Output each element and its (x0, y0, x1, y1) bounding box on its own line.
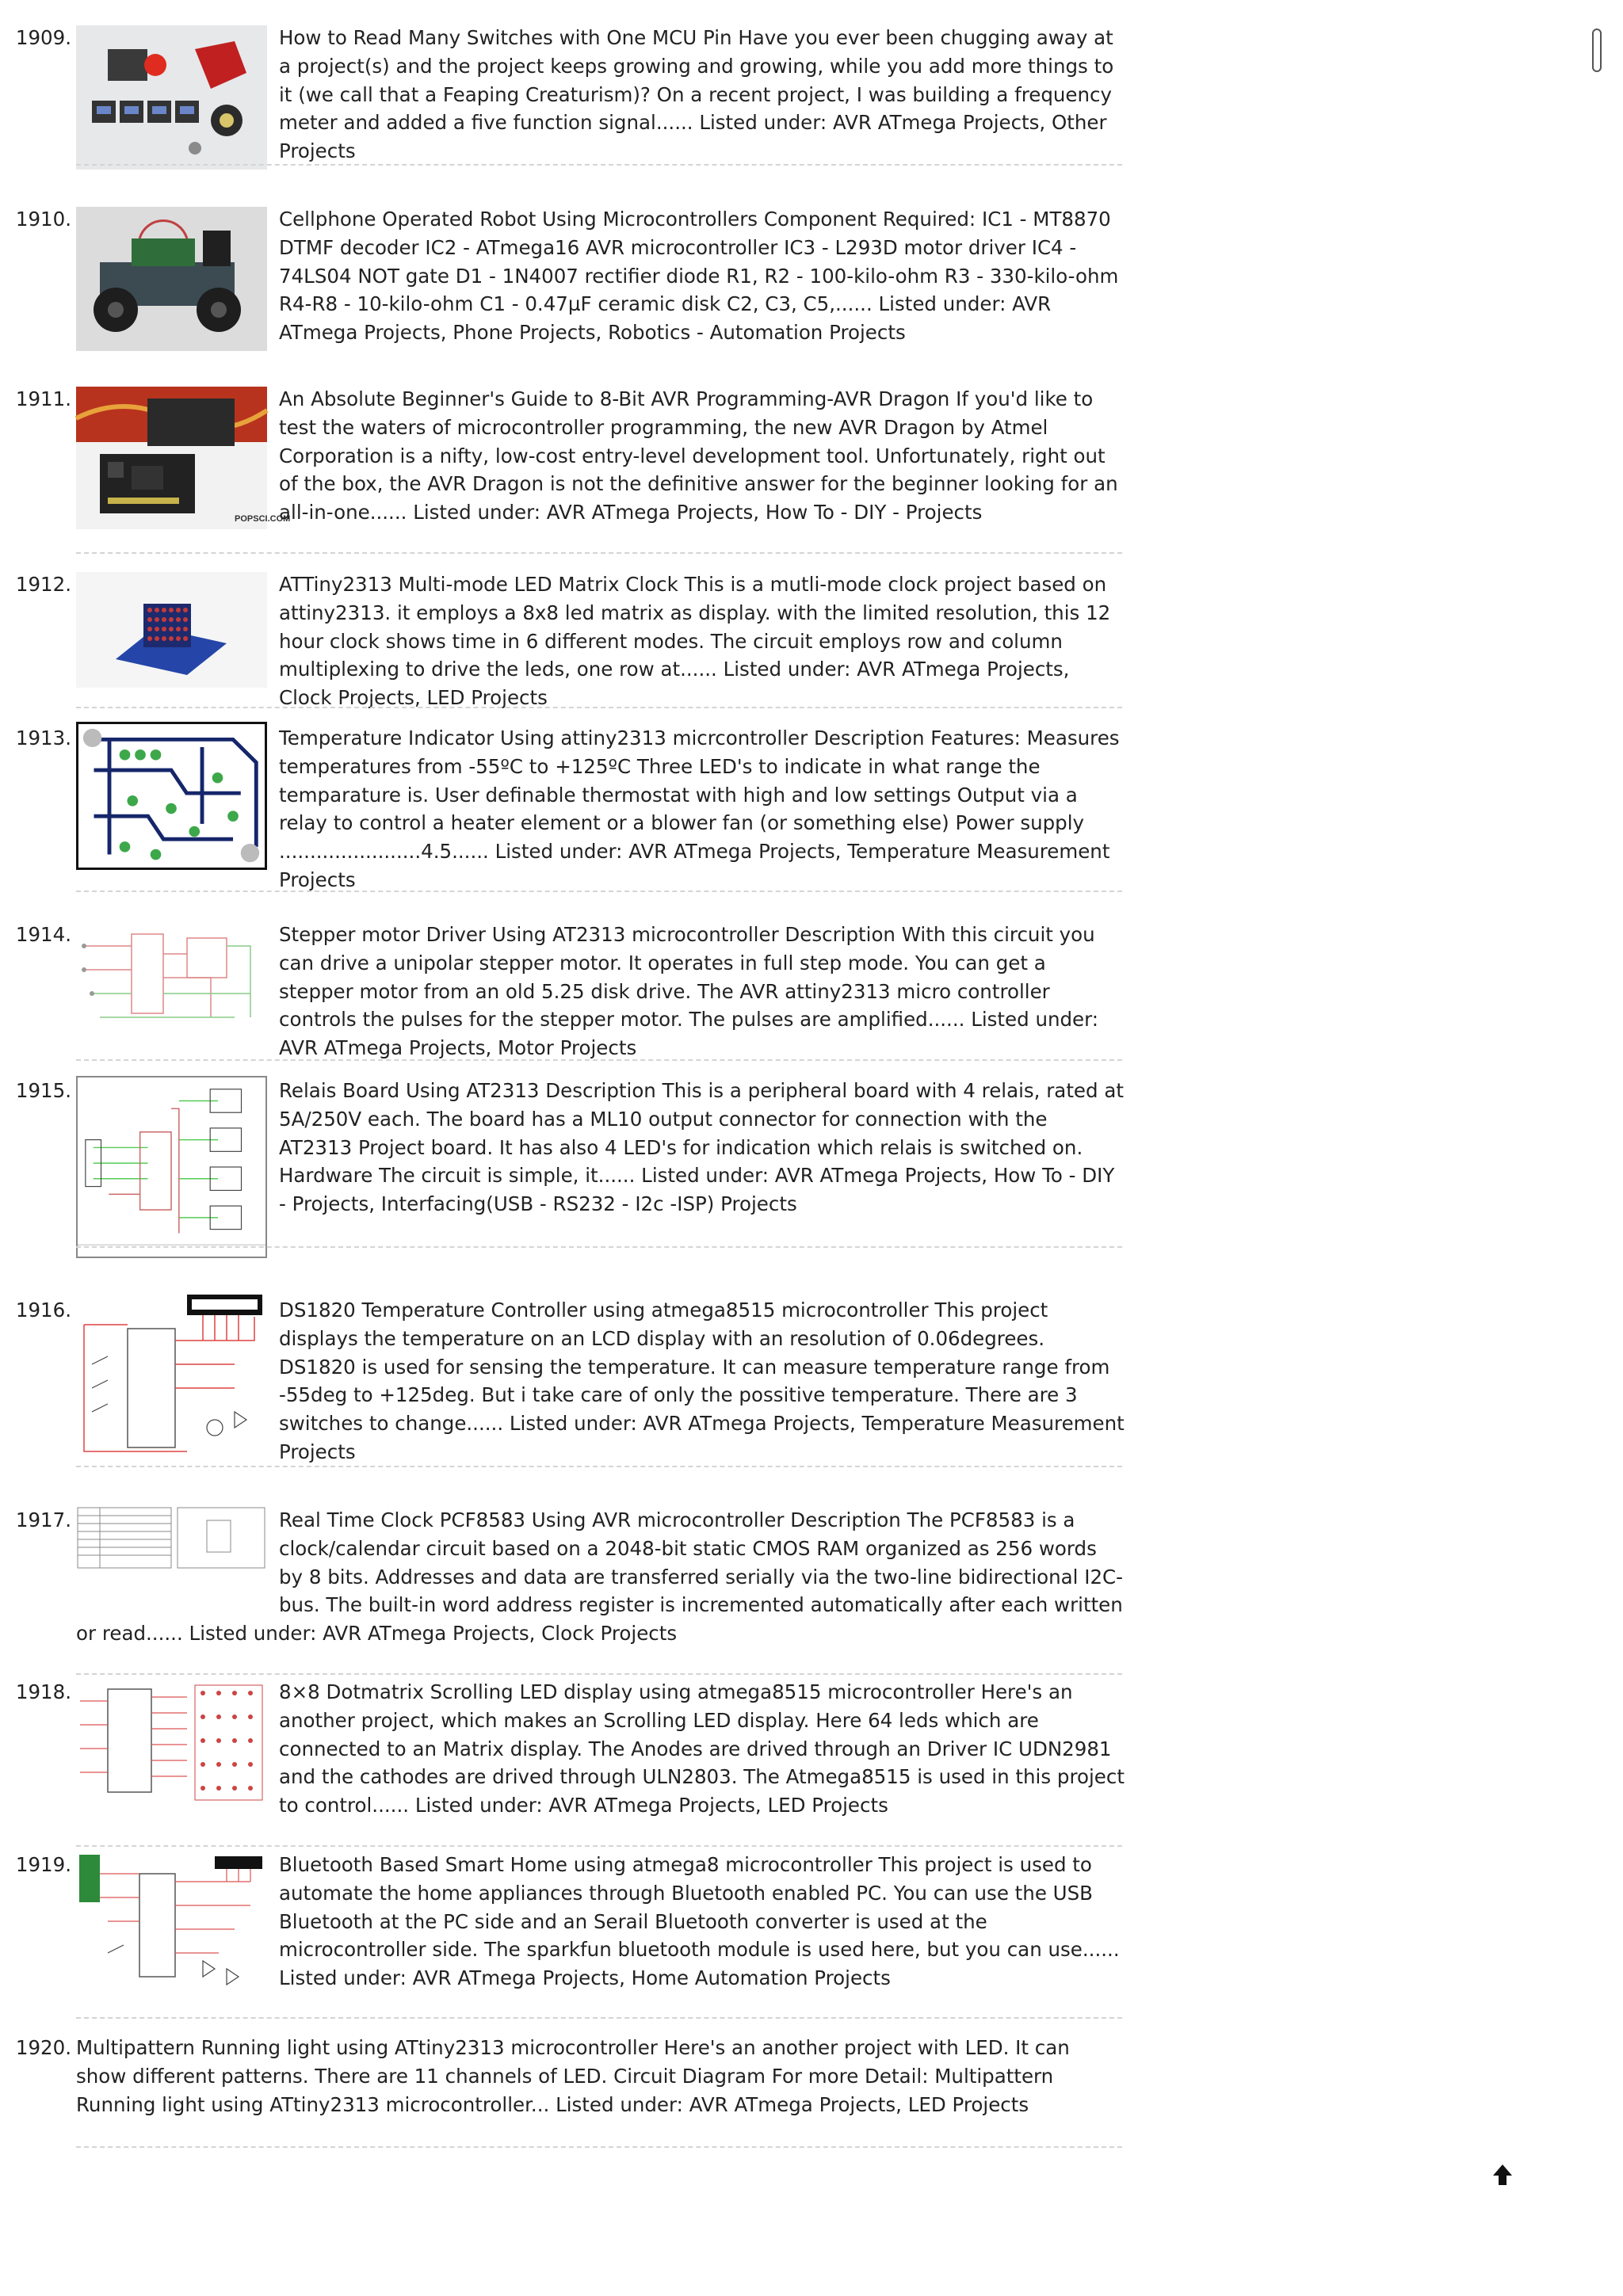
item-separator (76, 164, 1122, 166)
item-separator (76, 1845, 1122, 1847)
item-separator (76, 2146, 1122, 2148)
item-number: 1910. (15, 208, 71, 231)
item-number: 1916. (15, 1299, 71, 1322)
item-separator (76, 1246, 1122, 1248)
item-thumbnail[interactable] (76, 922, 267, 1039)
scrollbar-thumb[interactable] (1592, 29, 1602, 72)
item-number: 1911. (15, 387, 71, 410)
item-number: 1913. (15, 727, 71, 749)
item-thumbnail[interactable] (76, 1076, 267, 1258)
item-description-text: Real Time Clock PCF8583 Using AVR microcontroller Description The PCF8583 is a clock/calendar circuit based on a 2048-bit static CMOS RAM organized as 256 words by 8 bits. Addresses and data are transferred serially via the two-line bidirectional I2C-bus. The built-in word address register is incremented automatically after each written or read...... Listed under: AVR ATmega Projects, Clock Projects (76, 1508, 1124, 1646)
item-description: Stepper motor Driver Using AT2313 microcontroller Description With this circuit you can drive a unipolar stepper motor. It operates in full step mode. You can get a stepper motor from an old 5.25 disk drive. The AVR attiny2313 micro controller controls the pulses for the stepper motor. The pulses are amplified...... Listed under: AVR ATmega Projects, Motor Projects (279, 923, 1099, 1060)
item-description (76, 1506, 1125, 1648)
item-thumbnail[interactable] (76, 207, 267, 351)
thumb-watermark: POPSCI.COM (235, 514, 291, 524)
item-description: Temperature Indicator Using attiny2313 micrcontroller Description Features: Measures temperatures from -55ºC to +125ºC Three LED's to indicate in what range the temparature is. User definable thermostat with high and low settings Output via a relay to control a heater element or a blower fan (or something else) Power supply .......................4.5...... Listed under: AVR ATmega Projects, Temperature Measurement Projects (279, 727, 1120, 891)
item-thumbnail[interactable] (76, 387, 291, 529)
item-separator (76, 2017, 1122, 2019)
item-separator (76, 1466, 1122, 1467)
item-description: Bluetooth Based Smart Home using atmega8 microcontroller This project is used to automate the home appliances through Bluetooth enabled PC. You can use the USB Bluetooth at the PC side and an Serail Bluetooth converter is used at the microcontroller side. The sparkfun bluetooth module is used here, but you can use...... Listed under: AVR ATmega Projects, Home Automation Projects (279, 1853, 1120, 1990)
item-thumbnail[interactable] (76, 1293, 267, 1466)
thumbnail-spacer (76, 1506, 279, 1619)
item-separator (76, 707, 1122, 708)
item-number: 1920. (15, 2036, 71, 2059)
item-description: 8×8 Dotmatrix Scrolling LED display using atmega8515 microcontroller Here's an another project, which makes an Scrolling LED display. Here 64 leds which are connected to an Matrix display. The Anodes are drived through an Driver IC UDN2981 and the cathodes are drived through ULN2803. The Atmega8515 is used in this project to control...... Listed under: AVR ATmega Projects, LED Projects (279, 1680, 1125, 1817)
item-description: How to Read Many Switches with One MCU Pin Have you ever been chugging away at a project(s) and the project keeps growing and growing, while you add more things to it (we call that a Feaping Creaturism)? On a recent project, I was building a frequency meter and added a five function signal...... Listed under: AVR ATmega Projects, Other Projects (279, 26, 1114, 163)
item-thumbnail[interactable] (76, 572, 267, 688)
item-number: 1915. (15, 1079, 71, 1102)
item-description: DS1820 Temperature Controller using atmega8515 microcontroller This project displays the temperature on an LCD display with an resolution of 0.06degrees. DS1820 is used for sensing the temperature. It can measure temperature range from -55deg to +125deg. But i take care of only the possitive temperature. There are 3 switches to change...... Listed under: AVR ATmega Projects, Temperature Measurement Projects (279, 1299, 1125, 1463)
item-number: 1909. (15, 26, 71, 49)
item-thumbnail[interactable] (76, 25, 267, 170)
item-number: 1912. (15, 573, 71, 596)
item-thumbnail[interactable] (76, 1850, 267, 1999)
item-separator (76, 1059, 1122, 1061)
item-thumbnail[interactable] (76, 722, 267, 870)
item-description: An Absolute Beginner's Guide to 8-Bit AVR Programming-AVR Dragon If you'd like to test the waters of microcontroller programming, the new AVR Dragon by Atmel Corporation is a nifty, low-cost entry-level development tool. Unfortunately, right out of the box, the AVR Dragon is not the definitive answer for the beginner looking for an all-in-one...... Listed under: AVR ATmega Projects, How To - DIY - Projects (279, 387, 1118, 524)
item-separator (76, 552, 1122, 554)
arrow-up-icon[interactable] (1490, 2161, 1515, 2188)
item-number: 1918. (15, 1680, 71, 1703)
item-thumbnail[interactable] (76, 1677, 267, 1807)
item-number: 1919. (15, 1853, 71, 1876)
item-separator (76, 1673, 1122, 1675)
item-description: ATTiny2313 Multi-mode LED Matrix Clock This is a mutli-mode clock project based on attiny2313. it employs a 8x8 led matrix as display. with the limited resolution, this 12 hour clock shows time in 6 different modes. The circuit employs row and column multiplexing to drive the leds, one row at...... Listed under: AVR ATmega Projects, Clock Projects, LED Projects (279, 573, 1111, 710)
item-description: Cellphone Operated Robot Using Microcontrollers Component Required: IC1 - MT8870 DTMF decoder IC2 - ATmega16 AVR microcontroller IC3 - L293D motor driver IC4 - 74LS04 NOT gate D1 - 1N4007 rectifier diode R1, R2 - 100-kilo-ohm R3 - 330-kilo-ohm R4-R8 - 10-kilo-ohm C1 - 0.47µF ceramic disk C2, C3, C5,...... Listed under: AVR ATmega Projects, Phone Projects, Robotics - Automation Projects (279, 208, 1119, 345)
item-description: Relais Board Using AT2313 Description This is a peripheral board with 4 relais, rated at 5A/250V each. The board has a ML10 output connector for connection with the AT2313 Project board. It has also 4 LED's for indication which relais is switched on. Hardware The circuit is simple, it...... Listed under: AVR ATmega Projects, How To - DIY - Projects, Interfacing(USB - RS232 - I2c -ISP) Projects (279, 1079, 1124, 1216)
item-description: Multipattern Running light using ATtiny2313 microcontroller Here's an another project with LED. It can show different patterns. There are 11 channels of LED. Circuit Diagram For more Detail: Multipattern Running light using ATtiny2313 microcontroller... Listed under: AVR ATmega Projects, LED Projects (76, 2036, 1070, 2116)
item-separator (76, 891, 1122, 892)
item-number: 1914. (15, 923, 71, 946)
item-number: 1917. (15, 1508, 71, 1531)
